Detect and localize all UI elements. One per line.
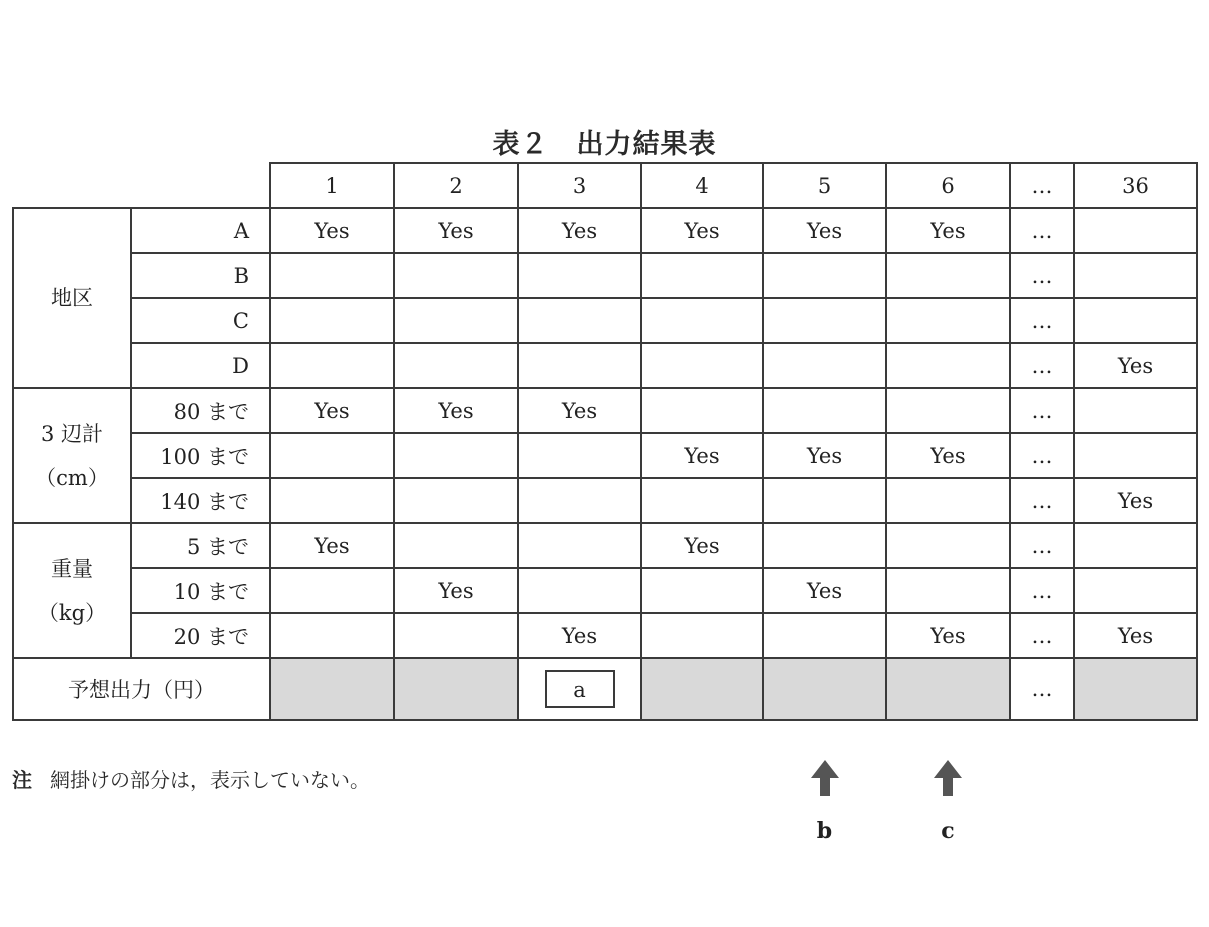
table-cell <box>641 253 763 298</box>
table-cell <box>886 478 1010 523</box>
table-cell <box>641 478 763 523</box>
table-cell <box>763 253 886 298</box>
table-cell <box>270 298 394 343</box>
condition-label: 20 まで <box>131 613 270 658</box>
table-cell <box>763 388 886 433</box>
footnote-text: 網掛けの部分は，表示していない。 <box>50 768 370 792</box>
expected-output-row <box>13 658 1197 720</box>
table-cell <box>518 568 641 613</box>
column-header: 2 <box>394 163 518 208</box>
table-cell <box>518 343 641 388</box>
output-cell <box>394 658 518 720</box>
table-cell: Yes <box>641 208 763 253</box>
output-cell <box>886 658 1010 720</box>
table-cell <box>641 388 763 433</box>
table-row <box>13 253 1197 298</box>
table-row <box>13 478 1197 523</box>
output-cell <box>641 658 763 720</box>
output-cell <box>1074 658 1197 720</box>
table-cell <box>763 343 886 388</box>
table-cell <box>394 433 518 478</box>
condition-label: 10 まで <box>131 568 270 613</box>
table-cell <box>270 253 394 298</box>
table-row <box>13 433 1197 478</box>
table-cell <box>394 343 518 388</box>
table-cell: Yes <box>518 613 641 658</box>
header-row <box>13 163 1197 208</box>
condition-label: B <box>131 253 270 298</box>
table-row <box>13 388 1197 433</box>
table-cell: … <box>1010 343 1074 388</box>
table-cell <box>1074 433 1197 478</box>
output-cell <box>518 658 641 720</box>
table-cell <box>270 478 394 523</box>
table-cell <box>1074 388 1197 433</box>
up-arrow-icon <box>928 758 968 798</box>
group-label: 重量 （kg） <box>13 523 131 658</box>
table-cell: Yes <box>518 208 641 253</box>
corner-cell <box>13 163 270 208</box>
condition-label: 100 まで <box>131 433 270 478</box>
table-cell: … <box>1010 433 1074 478</box>
table-cell: Yes <box>518 388 641 433</box>
table-cell <box>394 478 518 523</box>
table-cell <box>518 253 641 298</box>
table-cell: Yes <box>1074 343 1197 388</box>
table-cell <box>763 523 886 568</box>
table-cell <box>394 298 518 343</box>
table-cell: Yes <box>886 208 1010 253</box>
column-header: 3 <box>518 163 641 208</box>
marker-label: c <box>941 818 955 844</box>
condition-label: C <box>131 298 270 343</box>
condition-label: D <box>131 343 270 388</box>
table-cell <box>886 568 1010 613</box>
table-cell <box>518 298 641 343</box>
condition-label: 140 まで <box>131 478 270 523</box>
table-cell <box>1074 208 1197 253</box>
group-label: 3 辺計 （cm） <box>13 388 131 523</box>
table-cell <box>641 568 763 613</box>
table-cell: Yes <box>763 433 886 478</box>
column-header: 5 <box>763 163 886 208</box>
table-cell <box>518 433 641 478</box>
table-cell <box>518 478 641 523</box>
table-cell: … <box>1010 613 1074 658</box>
table-cell: Yes <box>1074 478 1197 523</box>
table-cell <box>1074 298 1197 343</box>
blank-box-a: a <box>545 670 615 708</box>
table-cell <box>886 343 1010 388</box>
table-cell <box>394 253 518 298</box>
table-cell <box>641 613 763 658</box>
table-cell: Yes <box>394 568 518 613</box>
table-title: 表２ 出力結果表 <box>492 129 717 160</box>
table-cell <box>270 568 394 613</box>
table-cell: Yes <box>394 388 518 433</box>
table-cell <box>763 478 886 523</box>
expected-output-label: 予想出力（円） <box>13 658 270 720</box>
table-cell <box>518 523 641 568</box>
table-cell: Yes <box>270 388 394 433</box>
table-cell: … <box>1010 388 1074 433</box>
table-cell: … <box>1010 208 1074 253</box>
table-cell <box>886 523 1010 568</box>
table-cell: … <box>1010 523 1074 568</box>
column-header: … <box>1010 163 1074 208</box>
table-row <box>13 568 1197 613</box>
table-row <box>13 613 1197 658</box>
table-cell <box>641 298 763 343</box>
table-cell <box>641 343 763 388</box>
table-row <box>13 298 1197 343</box>
table-cell <box>394 523 518 568</box>
table-cell: Yes <box>641 523 763 568</box>
condition-label: 80 まで <box>131 388 270 433</box>
table-cell <box>763 298 886 343</box>
column-header: 36 <box>1074 163 1197 208</box>
marker-label: b <box>816 818 833 844</box>
table-cell: Yes <box>763 208 886 253</box>
table-cell: Yes <box>270 523 394 568</box>
output-cell <box>763 658 886 720</box>
table-cell <box>886 298 1010 343</box>
table-cell: … <box>1010 568 1074 613</box>
table-cell <box>270 343 394 388</box>
table-cell <box>886 388 1010 433</box>
column-header: 6 <box>886 163 1010 208</box>
column-header: 4 <box>641 163 763 208</box>
up-arrow-icon <box>805 758 845 798</box>
table-cell: Yes <box>641 433 763 478</box>
table-cell <box>886 253 1010 298</box>
table-cell <box>1074 253 1197 298</box>
output-cell <box>270 658 394 720</box>
table-cell: … <box>1010 253 1074 298</box>
group-label: 地区 <box>13 208 131 388</box>
output-cell: … <box>1010 658 1074 720</box>
table-cell: Yes <box>1074 613 1197 658</box>
column-header: 1 <box>270 163 394 208</box>
table-cell <box>763 613 886 658</box>
table-cell <box>1074 568 1197 613</box>
table-cell: Yes <box>886 433 1010 478</box>
table-cell <box>270 613 394 658</box>
table-cell: Yes <box>886 613 1010 658</box>
table-row <box>13 208 1197 253</box>
table-cell <box>270 433 394 478</box>
table-cell: … <box>1010 478 1074 523</box>
footnote <box>12 764 370 793</box>
table-cell <box>394 613 518 658</box>
output-result-table <box>12 162 1198 721</box>
table-cell: Yes <box>394 208 518 253</box>
footnote-lead: 注 <box>12 768 32 792</box>
table-cell: Yes <box>763 568 886 613</box>
table-row <box>13 523 1197 568</box>
table-cell <box>1074 523 1197 568</box>
table-row <box>13 343 1197 388</box>
condition-label: A <box>131 208 270 253</box>
condition-label: 5 まで <box>131 523 270 568</box>
table-cell: Yes <box>270 208 394 253</box>
table-cell: … <box>1010 298 1074 343</box>
